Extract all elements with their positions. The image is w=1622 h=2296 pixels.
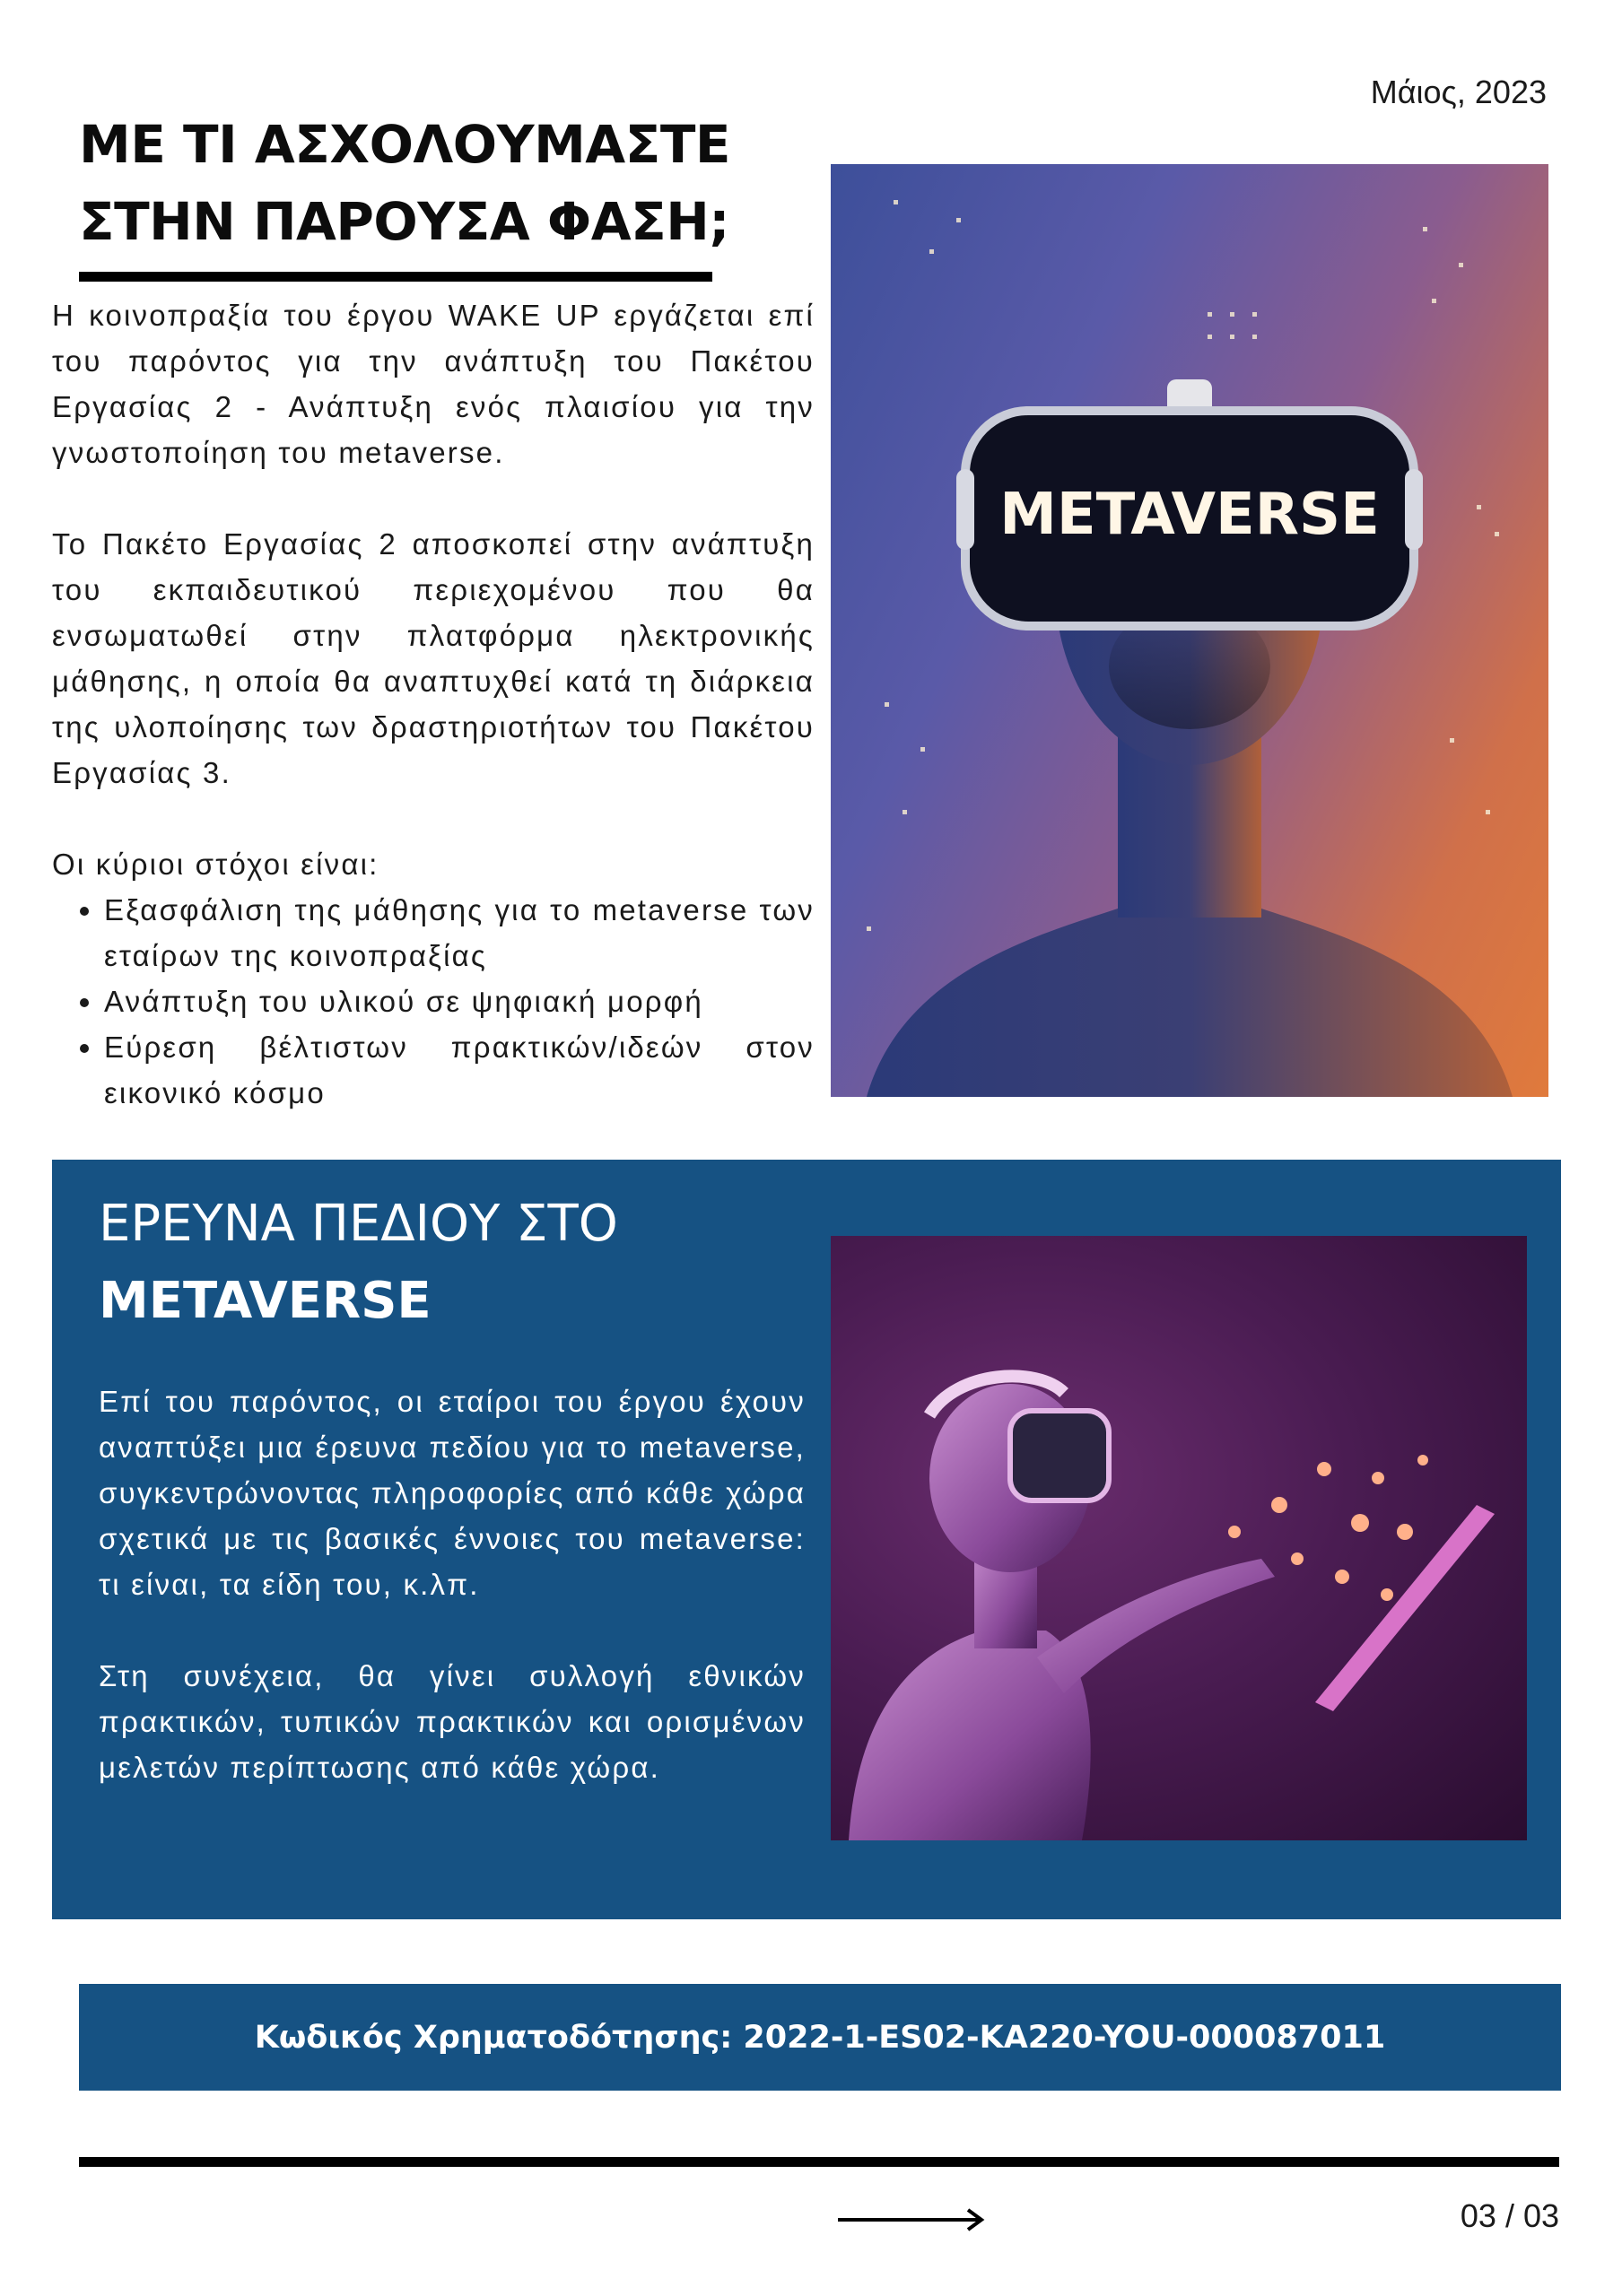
vr-tablet-image	[831, 1236, 1527, 1840]
objectives-list	[52, 887, 815, 1116]
publication-date: Μάιος, 2023	[1370, 74, 1547, 110]
footer-divider	[79, 2157, 1559, 2167]
section-body	[52, 292, 815, 1116]
page-number: 03 / 03	[1460, 2197, 1559, 2234]
funding-code-banner: Κωδικός Χρηματοδότησης: 2022-1-ES02-KA220-YOU-000087011	[79, 1984, 1561, 2091]
field-research-paragraph-2: Στη συνέχεια, θα γίνει συλλογή εθνικών πρακτικών, τυπικών πρακτικών και ορισμένων μελετών περίπτωσης από κάθε χώρα.	[99, 1659, 806, 1784]
section-title-line-1: ΜΕ ΤΙ ΑΣΧΟΛΟΥΜΑΣΤΕ	[79, 114, 730, 175]
headset-text: METAVERSE	[999, 482, 1380, 548]
objective-item: • Εξασφάλιση της μάθησης για το metaverse των εταίρων της κοινοπραξίας	[104, 887, 815, 978]
metaverse-headset-image	[831, 164, 1548, 1097]
work-package-paragraph: Το Πακέτο Εργασίας 2 αποσκοπεί στην ανάπτυξη του εκπαιδευτικού περιεχομένου που θα ενσωματωθεί στην πλατφόρμα ηλεκτρονικής μάθησης, η οποία θα αναπτυχθεί κατά τη διάρκεια της υλοποίησης των δραστηριοτήτων του Πακέτου Εργασίας 3.	[52, 527, 815, 789]
title-underline	[79, 272, 712, 282]
objective-item: • Εύρεση βέλτιστων πρακτικών/ιδεών στον εικονικό κόσμο	[104, 1024, 815, 1116]
intro-paragraph: Η κοινοπραξία του έργου WAKE UP εργάζεται επί του παρόντος για την ανάπτυξη του Πακέτου Εργασίας 2 - Ανάπτυξη ενός πλαισίου για την γνωστοποίηση του metaverse.	[52, 299, 815, 469]
field-research-title-line-1: ΕΡΕΥΝΑ ΠΕΔΙΟΥ ΣΤΟ	[99, 1195, 618, 1253]
next-arrow-icon	[838, 2206, 990, 2233]
section-title	[79, 106, 761, 260]
field-research-body	[99, 1378, 806, 1790]
field-research-title-line-2: METAVERSE	[99, 1272, 432, 1330]
objective-item: • Ανάπτυξη του υλικού σε ψηφιακή μορφή	[104, 978, 815, 1024]
field-research-title	[99, 1186, 780, 1340]
section-title-line-2: ΣΤΗΝ ΠΑΡΟΥΣΑ ΦΑΣΗ;	[79, 191, 729, 252]
objectives-intro: Οι κύριοι στόχοι είναι:	[52, 848, 379, 881]
field-research-paragraph-1: Επί του παρόντος, οι εταίροι του έργου έχουν αναπτύξει μια έρευνα πεδίου για το metaverse, συγκεντρώνοντας πληροφορίες από κάθε χώρα σχετικά με τις βασικές έννοιες του metaverse: τι είναι, τα είδη του, κ.λπ.	[99, 1385, 806, 1601]
